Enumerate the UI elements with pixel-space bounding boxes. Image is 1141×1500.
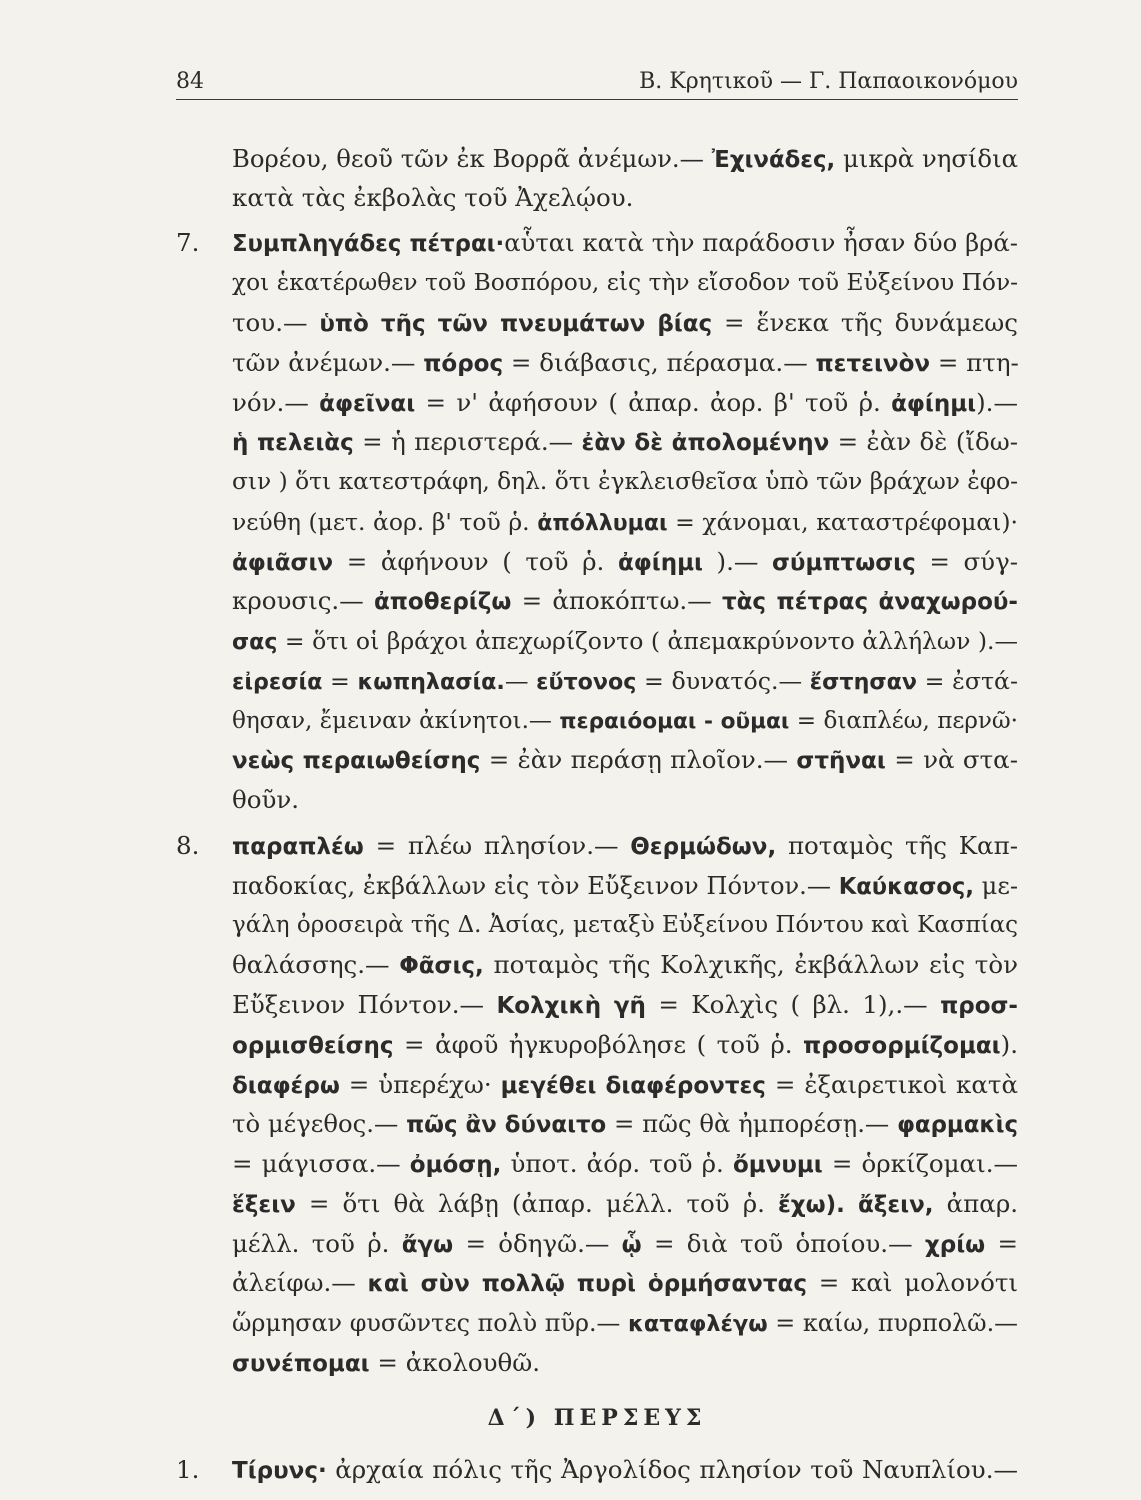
text-line: διαφέρω = ὑπερέχω· μεγέθει διαφέροντες = ἐξαιρετικοὶ κατὰ: [232, 1069, 1018, 1099]
text-line: θησαν, ἔμειναν ἀκίνητοι.— περαιόομαι - οῦμαι = διαπλέω, περνῶ·: [232, 707, 1019, 734]
text-line: νεύθη (μετ. ἀορ. β' τοῦ ῥ. ἀπόλλυμαι = χάνομαι, καταστρέφομαι)·: [232, 507, 1018, 536]
text-line: Τίρυνς· ἀρχαία πόλις τῆς Ἀργολίδος πλησίον τοῦ Ναυπλίου.—: [232, 1455, 1018, 1485]
item-number: 8.: [176, 830, 200, 860]
text-line: Εὔξεινον Πόντον.— Κολχικὴ γῆ = Κολχὶς ( βλ. 1),.— προσ-: [232, 989, 1018, 1019]
item-number: 1.: [176, 1455, 200, 1485]
text-line: ἀφιᾶσιν = ἀφήνουν ( τοῦ ῥ. ἀφίημι ).— σύμπτωσις = σύγ-: [232, 546, 1018, 576]
text-line: τῶν ἀνέμων.— πόρος = διάβασις, πέρασμα.— πετεινὸν = πτη-: [232, 347, 1019, 377]
text-line: Βορέου, θεοῦ τῶν ἐκ Βορρᾶ ἀνέμων.— Ἐχινάδες, μικρὰ νησίδια: [232, 144, 1018, 173]
text-line: κρουσις.— ἀποθερίζω = ἀποκόπτω.— τὰς πέτρας ἀναχωρού-: [232, 586, 1018, 616]
text-line: σας = ὅτι οἱ βράχοι ἀπεχωρίζοντο ( ἀπεμακρύνοντο ἀλλήλων ).—: [232, 627, 1018, 656]
text-line: γάλη ὀροσειρὰ τῆς Δ. Ἀσίας, μεταξὺ Εὐξείνου Πόντου καὶ Κασπίας: [232, 912, 1018, 939]
text-line: μέλλ. τοῦ ῥ. ἄγω = ὁδηγῶ.— ᾧ = διὰ τοῦ ὁποίου.— χρίω =: [232, 1228, 1018, 1258]
text-line: κατὰ τὰς ἐκβολὰς τοῦ Ἀχελῴου.: [232, 182, 634, 212]
text-line: = μάγισσα.— ὀμόσῃ, ὑποτ. ἀόρ. τοῦ ῥ. ὄμνυμι = ὁρκίζομαι.—: [232, 1149, 1018, 1179]
text-line: σιν ) ὅτι κατεστράφη, δηλ. ὅτι ἐγκλεισθεῖσα ὑπὸ τῶν βράχων ἐφο-: [232, 468, 1018, 496]
text-line: εἰρεσία = κωπηλασία.— εὔτονος = δυνατός.— ἔστησαν = ἐστά-: [232, 666, 1018, 695]
text-line: νεὼς περαιωθείσης = ἐὰν περάσῃ πλοῖον.— στῆναι = νὰ στα-: [232, 745, 1018, 775]
text-line: παραπλέω = πλέω πλησίον.— Θερμώδων, ποταμὸς τῆς Καπ-: [232, 830, 1018, 860]
text-line: ορμισθείσης = ἀφοῦ ἠγκυροβόλησε ( τοῦ ῥ. προσορμίζομαι).: [232, 1029, 1018, 1059]
running-head: [176, 66, 1018, 98]
text-line: Συμπληγάδες πέτραι·αὗται κατὰ τὴν παράδοσιν ἦσαν δύο βρά-: [232, 228, 1019, 258]
text-line: θαλάσσης.— Φᾶσις, ποταμὸς τῆς Κολχικῆς, ἐκβάλλων εἰς τὸν: [232, 950, 1019, 980]
text-line: χοι ἑκατέρωθεν τοῦ Βοσπόρου, εἰς τὴν εἴσοδον τοῦ Εὐξείνου Πόν-: [232, 269, 1018, 297]
item-number: 7.: [176, 228, 200, 258]
page-number: 84: [176, 69, 204, 94]
header-rule: [176, 99, 1018, 100]
text-line: ἡ πελειὰς = ἡ περιστερά.— ἐὰν δὲ ἀπολομένην = ἐὰν δὲ (ἴδω-: [232, 427, 1018, 457]
text-line: ὥρμησαν φυσῶντες πολὺ πῦρ.— καταφλέγω = καίω, πυρπολῶ.—: [232, 1309, 1018, 1338]
text-line: του.— ὑπὸ τῆς τῶν πνευμάτων βίας = ἕνεκα τῆς δυνάμεως: [232, 308, 1018, 338]
text-line: ἀλείφω.— καὶ σὺν πολλῷ πυρὶ ὁρμήσαντας = καὶ μολονότι: [232, 1268, 1018, 1298]
text-line: ἕξειν = ὅτι θὰ λάβῃ (ἀπαρ. μέλλ. τοῦ ῥ. ἔχω). ἄξειν, ἀπαρ.: [232, 1188, 1019, 1218]
section-heading: Δ΄) ΠΕΡΣΕΥΣ: [487, 1404, 707, 1431]
text-line: τὸ μέγεθος.— πῶς ἂν δύναιτο = πῶς θὰ ἠμπορέσῃ.— φαρμακὶς: [232, 1109, 1018, 1139]
text-line: νόν.— ἀφεῖναι = ν' ἀφήσουν ( ἀπαρ. ἀορ. β' τοῦ ῥ. ἀφίημι).—: [232, 387, 1018, 417]
text-line: παδοκίας, ἐκβάλλων εἰς τὸν Εὔξεινον Πόντον.— Καύκασος, με-: [232, 871, 1019, 900]
header-authors: Β. Κρητικοῦ — Γ. Παπαοικονόμου: [639, 69, 1018, 94]
text-line: συνέπομαι = ἀκολουθῶ.: [232, 1347, 541, 1377]
text-line: θοῦν.: [232, 785, 300, 815]
